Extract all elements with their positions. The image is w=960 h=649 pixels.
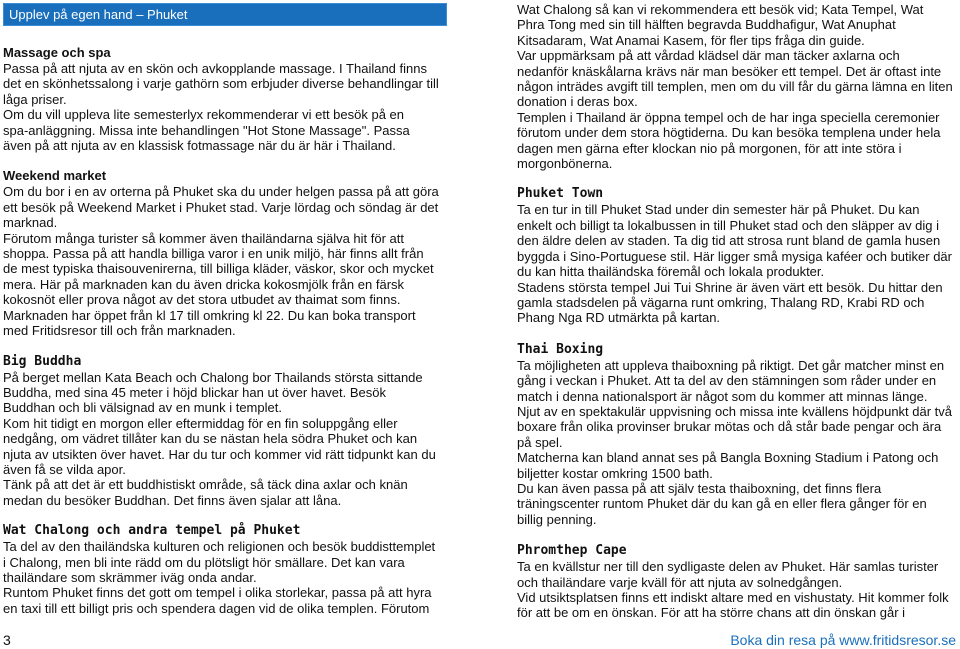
text-line: dagen men gärna efter klockan nio på morgonen, för att inte störa i [517,140,902,156]
text-line: På berget mellan Kata Beach och Chalong bor Thailands största sittande [3,369,423,385]
text-line: njuta av utsikten över havet. Har du tur och kommer vid rätt tidpunkt kan du [3,446,436,462]
text-line: donation i deras box. [517,94,638,110]
text-line: det en skönhetssalong i varje gathörn som erbjuder diverse behandlingar till [3,76,439,92]
text-line: på spel. [517,434,563,450]
text-line: träningscenter runtom Phuket där du kan gå en eller flera gånger för en [517,496,927,512]
text-line: för att be om en önskan. För att ha större chans att din önskan går i [517,605,906,621]
text-line: du kan hitta thailändska föremål och lokala produkter. [517,264,825,280]
text-line: de mest typiska thaisouvenirerna, till billiga kläder, väskor, skor och mycket [3,261,434,277]
text-line: shoppa. Passa på att handla billiga varor i en unik miljö, här finns allt från [3,246,424,262]
paragraph-phromthep-cape [517,559,960,621]
text-line: Ta en kvällstur ner till den sydligaste delen av Phuket. Här samlas turister [517,559,939,575]
text-line: gamla stadsdelen på vägarna runt omkring, Thalang RD, Krabi RD och [517,294,925,310]
text-line: marknad. [3,215,58,231]
text-line: ett besök på Weekend Market i Phuket stad. Varje lördag och söndag är det [3,199,439,215]
paragraph-temples [517,2,960,171]
section-thai-boxing [517,342,960,527]
section-massage [3,45,447,153]
text-line: Ta en tur in till Phuket Stad under din semester här på Phuket. Du kan [517,202,920,218]
text-line: även på att njuta av en klassisk fotmassage när du är här i Thailand. [3,138,396,154]
text-line: nedgång, om vädret tillåter kan du se nästan hela södra Phuket och kan [3,431,418,447]
heading-phromthep-cape: Phromthep Cape [517,543,627,559]
section-phuket-town [517,186,960,325]
text-line: Du kan även passa på att själv testa thaiboxning, det finns flera [517,480,882,496]
text-line: Phang Nga RD utmärkta på kartan. [517,310,721,326]
text-line: Kitsadaram, Wat Anamai Kasem, för fler tips fråga din guide. [517,32,865,48]
text-line: Templen i Thailand är öppna tempel och de har inga speciella ceremonier [517,109,940,125]
section-wat-chalong [3,523,447,616]
text-line: Marknaden har öppet från kl 17 till omkring kl 22. Du kan boka transport [3,307,416,323]
paragraph-phuket-town [517,202,960,325]
text-line: Passa på att njuta av en skön och avkopplande massage. I Thailand finns [3,61,427,76]
text-line: och thailändare varje kväll för att njuta av solnedgången. [517,574,843,590]
section-big-buddha [3,354,447,509]
paragraph-wat-chalong [3,539,447,616]
section-weekend-market [3,168,447,338]
text-line: förutom under dem stora högtiderna. Du kan besöka templena under hela [517,125,941,141]
heading-wat-chalong: Wat Chalong och andra tempel på Phuket [3,523,301,539]
heading-thai-boxing: Thai Boxing [517,341,604,357]
text-line: någon inträdes avgift till templen, men om du vill får du gärna lämna en liten [517,79,953,95]
text-line: Njut av en spektakulär uppvisning och missa inte kvällens höjdpunkt där två [517,403,953,419]
text-line: Om du vill uppleva lite semesterlyx rekommenderar vi ett besök på en [3,107,405,123]
text-line: kokosnöt eller prova något av det stora utbudet av thaimat som finns. [3,292,401,308]
text-line: mera. Här på marknaden kan du även dricka kokosmjölk från en färsk [3,276,405,292]
text-line: morgonbönerna. [517,156,613,172]
text-line: Vid utsiktsplatsen finns ett indiskt altare med en vishustaty. Hit kommer folk [517,590,949,605]
text-line: i Chalong, men bli inte rädd om du plötsligt hör smällare. Det kan vara [3,554,405,570]
text-line: Buddhan och bli välsignad av en munk i templet. [3,400,282,416]
text-line: billig penning. [517,511,597,527]
text-line: med Fritidsresor till och från marknaden. [3,323,236,339]
text-line: medan du besöker Buddhan. Det finns även sjalar att låna. [3,492,342,508]
text-line: den äldre delen av staden. Ta dig tid att strosa runt bland de gamla husen [517,233,941,249]
left-column [3,0,447,616]
text-line: biljetter kostar omkring 1500 bath. [517,465,713,481]
page-number: 3 [3,632,11,648]
heading-weekend-market: Weekend market [3,168,107,184]
text-line: Kom hit tidigt en morgon eller eftermiddag för en fin soluppgång eller [3,415,398,431]
section-temples-cont [517,2,960,171]
booking-link[interactable]: Boka din resa på www.fritidsresor.se [730,632,956,648]
heading-massage: Massage och spa [3,45,111,60]
heading-big-buddha: Big Buddha [3,353,82,369]
text-line: byggda i Sino-Portuguese stil. Här ligger små mysiga kaféer och butiker där [517,248,952,264]
text-line: enkelt och billigt ta lokalbussen in till Phuket stad och den släpper av dig i [517,217,940,233]
text-line: Stadens största tempel Jui Tui Shrine är även värt ett besök. Du hittar den [517,279,943,295]
section-header-bar: Upplev på egen hand – Phuket [3,3,447,26]
text-line: thailändare som skrämmer iväg onda andar. [3,569,257,585]
heading-phuket-town: Phuket Town [517,186,604,202]
text-line: även få se vilda apor. [3,461,126,477]
paragraph-massage [3,61,447,153]
text-line: Tänk på att det är ett buddhistiskt område, så täck dina axlar och knän [3,477,408,493]
text-line: Var uppmärksam på att vårdad klädsel där man täcker axlarna och [517,48,900,64]
text-line: nedanför knäskålarna krävs när man besöker ett tempel. Det är oftast inte [517,63,942,79]
text-line: Om du bor i en av orterna på Phuket ska du under helgen passa på att göra [3,184,439,200]
text-line: Buddha, med sina 45 meter i höjd blickar han ut över havet. Besök [3,384,386,400]
text-line: en taxi till ett billigt pris och spendera dagen vid de olika templen. Förutom [3,600,430,616]
text-line: Runtom Phuket finns det gott om tempel i olika storlekar, passa på att hyra [3,585,432,601]
right-column [517,0,960,621]
text-line: Ta del av den thailändska kulturen och religionen och besök buddisttemplet [3,539,436,555]
paragraph-weekend-market [3,184,447,338]
text-line: match i denna nationalsport är något som du kommer att minnas länge. [517,388,928,404]
text-line: gång i veckan i Phuket. Att ta del av den stämningen som råder under en [517,373,937,389]
text-line: Matcherna kan bland annat ses på Bangla Boxning Stadium i Patong och [517,450,939,466]
paragraph-big-buddha [3,370,447,509]
text-line: Förutom många turister så kommer även thailändarna själva hit för att [3,230,405,246]
text-line: boxare från olika provinser brukar mötas och då står bade pengar och ära [517,419,942,435]
text-line: låga priser. [3,91,67,107]
text-line: Ta möjligheten att uppleva thaiboxning på riktigt. Det går matcher minst en [517,357,945,373]
text-line: Wat Chalong så kan vi rekommendera ett besök vid; Kata Tempel, Wat [517,2,924,17]
text-line: Phra Tong med sin till hälften begravda Buddhafigur, Wat Anuphat [517,17,896,33]
text-line: spa-anläggning. Missa inte behandlingen "Hot Stone Massage". Passa [3,122,410,138]
paragraph-thai-boxing [517,358,960,527]
section-phromthep-cape [517,543,960,621]
